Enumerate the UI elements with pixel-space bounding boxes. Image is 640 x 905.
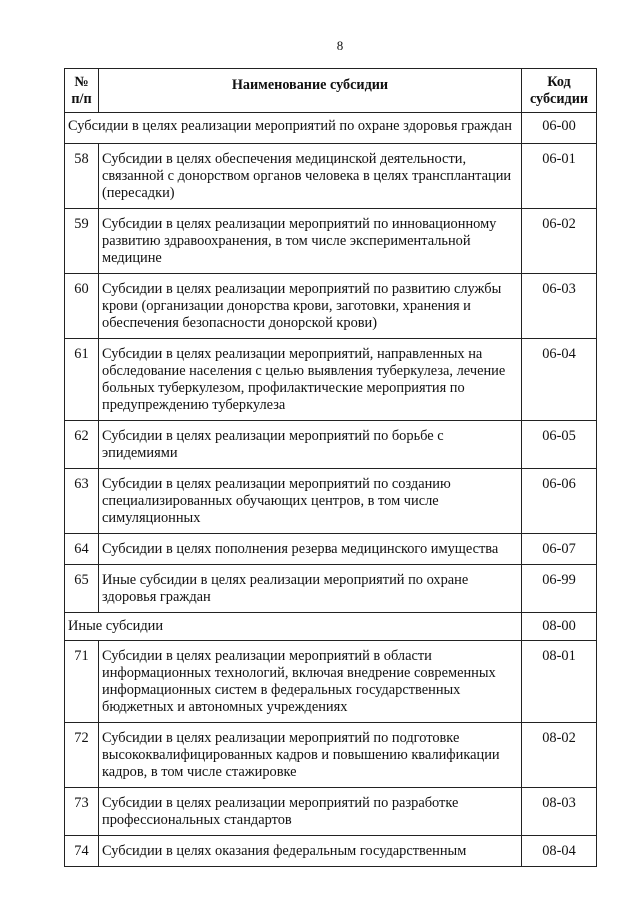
row-name: Субсидии в целях пополнения резерва медицинского имущества bbox=[99, 534, 522, 565]
row-name: Субсидии в целях реализации мероприятий в области информационных технологий, включая внедрение современных информационных систем в федеральных государственных бюджетных и автономных учреждениях bbox=[99, 641, 522, 723]
row-code: 08-02 bbox=[522, 723, 597, 788]
row-name: Субсидии в целях реализации мероприятий по инновационному развитию здравоохранения, в том числе экспериментальной медицине bbox=[99, 209, 522, 274]
row-code: 06-06 bbox=[522, 469, 597, 534]
table-row bbox=[65, 641, 597, 723]
row-name: Субсидии в целях реализации мероприятий по созданию специализированных обучающих центров, в том числе симуляционных bbox=[99, 469, 522, 534]
row-name: Субсидии в целях реализации мероприятий по разработке профессиональных стандартов bbox=[99, 788, 522, 836]
header-number-line2: п/п bbox=[71, 91, 92, 107]
row-number: 60 bbox=[65, 274, 99, 339]
table-row bbox=[65, 469, 597, 534]
group-row bbox=[65, 113, 597, 144]
header-name: Наименование субсидии bbox=[99, 69, 522, 113]
row-number: 64 bbox=[65, 534, 99, 565]
table-row bbox=[65, 788, 597, 836]
group-row bbox=[65, 613, 597, 641]
page-number: 8 bbox=[336, 38, 344, 53]
row-name: Субсидии в целях реализации мероприятий по борьбе с эпидемиями bbox=[99, 421, 522, 469]
table-header-row bbox=[65, 69, 597, 113]
header-code bbox=[522, 69, 597, 113]
row-name: Субсидии в целях реализации мероприятий, направленных на обследование населения с целью выявления туберкулеза, лечение больных туберкулезом, профилактические мероприятия по предупреждению туберкулеза bbox=[99, 339, 522, 421]
table-row bbox=[65, 534, 597, 565]
table-row bbox=[65, 209, 597, 274]
table-row bbox=[65, 723, 597, 788]
row-code: 06-05 bbox=[522, 421, 597, 469]
header-number-line1: № bbox=[74, 74, 89, 90]
row-number: 73 bbox=[65, 788, 99, 836]
table-row bbox=[65, 144, 597, 209]
row-code: 08-01 bbox=[522, 641, 597, 723]
row-name: Субсидии в целях реализации мероприятий по развитию службы крови (организации донорства крови, заготовки, хранения и обеспечения безопасности донорской крови) bbox=[99, 274, 522, 339]
header-number bbox=[65, 69, 99, 113]
table-row bbox=[65, 339, 597, 421]
row-number: 65 bbox=[65, 565, 99, 613]
header-code-line1: Код bbox=[547, 74, 571, 90]
row-number: 71 bbox=[65, 641, 99, 723]
row-code: 06-99 bbox=[522, 565, 597, 613]
row-name: Субсидии в целях оказания федеральным государственным bbox=[99, 836, 522, 867]
row-number: 72 bbox=[65, 723, 99, 788]
group-code: 08-00 bbox=[522, 613, 597, 641]
row-name: Субсидии в целях реализации мероприятий по подготовке высококвалифицированных кадров и повышению квалификации кадров, в том числе стажировке bbox=[99, 723, 522, 788]
table-row bbox=[65, 421, 597, 469]
row-code: 08-04 bbox=[522, 836, 597, 867]
table-row bbox=[65, 274, 597, 339]
row-name: Субсидии в целях обеспечения медицинской деятельности, связанной с донорством органов человека в целях трансплантации (пересадки) bbox=[99, 144, 522, 209]
table-row bbox=[65, 836, 597, 867]
group-name: Иные субсидии bbox=[65, 613, 522, 641]
row-number: 74 bbox=[65, 836, 99, 867]
row-code: 08-03 bbox=[522, 788, 597, 836]
row-number: 59 bbox=[65, 209, 99, 274]
row-number: 61 bbox=[65, 339, 99, 421]
row-code: 06-03 bbox=[522, 274, 597, 339]
row-number: 62 bbox=[65, 421, 99, 469]
header-code-line2: субсидии bbox=[529, 91, 589, 107]
row-code: 06-07 bbox=[522, 534, 597, 565]
row-number: 63 bbox=[65, 469, 99, 534]
group-code: 06-00 bbox=[522, 113, 597, 144]
row-code: 06-04 bbox=[522, 339, 597, 421]
row-code: 06-02 bbox=[522, 209, 597, 274]
row-code: 06-01 bbox=[522, 144, 597, 209]
group-name: Субсидии в целях реализации мероприятий по охране здоровья граждан bbox=[65, 113, 522, 144]
row-name: Иные субсидии в целях реализации мероприятий по охране здоровья граждан bbox=[99, 565, 522, 613]
row-number: 58 bbox=[65, 144, 99, 209]
subsidies-table bbox=[64, 68, 597, 867]
table-row bbox=[65, 565, 597, 613]
